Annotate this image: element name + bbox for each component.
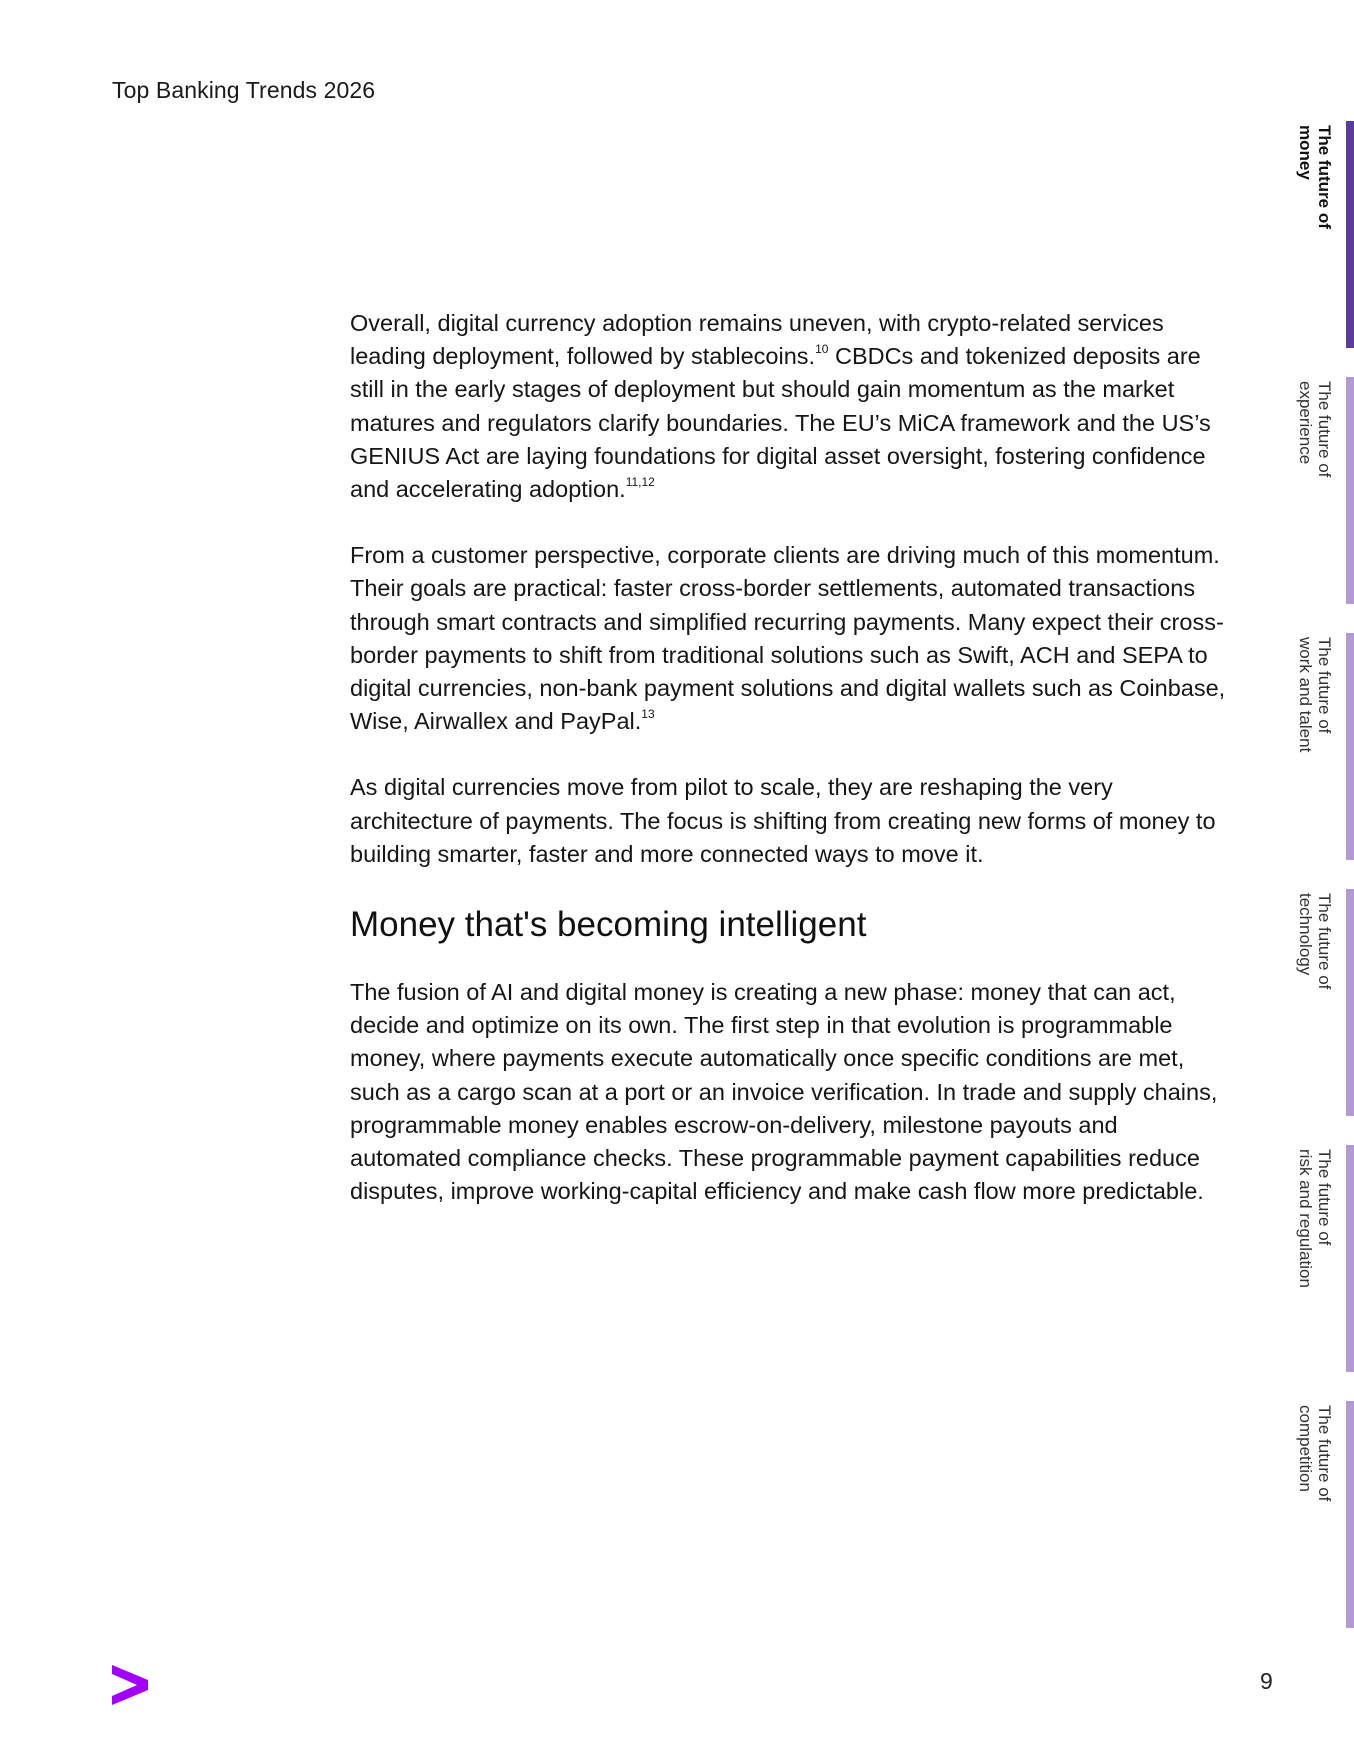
footnote-ref[interactable]: 11,12 [625, 475, 655, 490]
side-tab-technology[interactable] [1254, 889, 1354, 1116]
paragraph-pilot-to-scale: As digital currencies move from pilot to scale, they are reshaping the very architecture of payments. The focus is shifting from creating new forms of money to building smarter, faster and more connected ways to move it. [350, 774, 1216, 867]
side-tab-experience[interactable] [1254, 377, 1354, 604]
accenture-chevron-icon [112, 1665, 148, 1705]
side-tab-competition[interactable] [1254, 1401, 1354, 1628]
side-tab-bar [1346, 633, 1354, 860]
side-tab-label: The future of money [1296, 125, 1334, 229]
document-title: Top Banking Trends 2026 [112, 77, 376, 103]
side-tab-bar [1346, 1401, 1354, 1628]
page-number: 9 [1260, 1668, 1273, 1694]
side-tab-label: The future of competition [1296, 1405, 1334, 1502]
footnote-ref[interactable]: 10 [815, 342, 829, 357]
side-tab-bar [1346, 121, 1354, 348]
section-heading: Money that's becoming intelligent [350, 905, 867, 945]
side-tab-money[interactable] [1254, 121, 1354, 348]
section-side-nav [1254, 121, 1354, 1626]
side-tab-label: The future of work and talent [1296, 637, 1334, 753]
footnote-ref[interactable]: 13 [641, 707, 655, 722]
paragraph-ai-digital-money: The fusion of AI and digital money is creating a new phase: money that can act, decide and optimize on its own. The first step in that evolution is programmable money, where payments execute automatically once specific conditions are met, such as a cargo scan at a port or an invoice verification. In trade and supply chains, programmable money enables escrow-on-delivery, milestone payouts and automated compliance checks. These programmable payment capabilities reduce disputes, improve working-capital efficiency and make cash flow more predictable. [350, 979, 1218, 1205]
side-tab-bar [1346, 889, 1354, 1116]
side-tab-bar [1346, 377, 1354, 604]
side-tab-bar [1346, 1145, 1354, 1372]
side-tab-work-and-talent[interactable] [1254, 633, 1354, 860]
side-tab-risk-and-regulation[interactable] [1254, 1145, 1354, 1372]
side-tab-label: The future of risk and regulation [1296, 1149, 1334, 1288]
side-tab-label: The future of experience [1296, 381, 1334, 478]
paragraph-digital-currency-adoption: Overall, digital currency adoption remains uneven, with crypto-related services leading deployment, followed by stablecoins.$^{10}$ CBDCs and tokenized deposits are still in the early stages of deployment but should gain momentum as the market matures and regulators clarify boundaries. The EU’s MiCA framework and the US’s GENIUS Act are laying foundations for digital asset oversight, fostering confidence and accelerating adoption.$^{11,12}$ [350, 310, 1211, 503]
paragraph-customer-perspective: From a customer perspective, corporate clients are driving much of this momentum. Their goals are practical: faster cross-border settlements, automated transactions through smart contracts and simplified recurring payments. Many expect their cross-border payments to shift from traditional solutions such as Swift, ACH and SEPA to digital currencies, non-bank payment solutions and digital wallets such as Coinbase, Wise, Airwallex and PayPal.$^{13}$ [350, 542, 1226, 735]
side-tab-label: The future of technology [1296, 893, 1334, 990]
main-content [350, 307, 1230, 1241]
